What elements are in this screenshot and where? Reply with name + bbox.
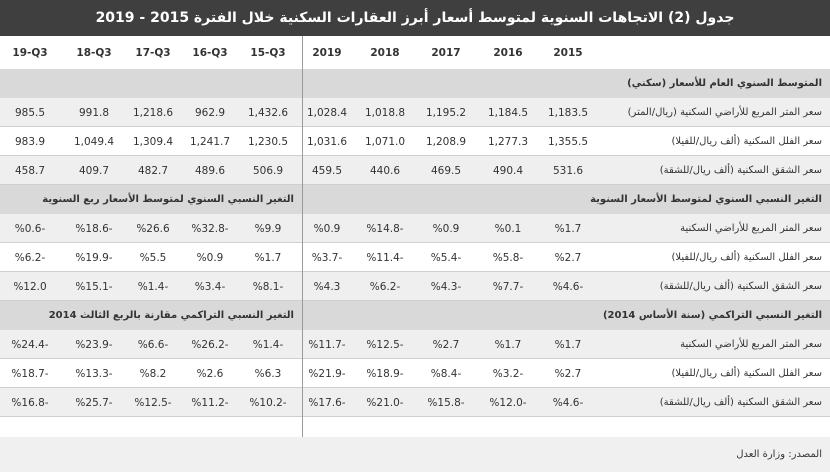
year-header: 2019	[312, 46, 342, 59]
quarter-value: 983.9	[14, 135, 46, 148]
table-row	[0, 330, 830, 359]
quarter-value: %2.6	[196, 367, 224, 380]
year-value: %18.9-	[366, 367, 404, 380]
quarter-value: %1.4-	[252, 338, 284, 351]
quarter-value: %1.7	[254, 251, 282, 264]
quarter-value: %32.8-	[191, 222, 229, 235]
quarter-header: 16-Q3	[192, 46, 228, 59]
year-value: %7.7-	[492, 280, 524, 293]
quarter-value: 1,049.4	[73, 135, 115, 148]
column-header-row	[0, 36, 830, 69]
quarter-value: %24.4-	[11, 338, 49, 351]
year-value: %2.7	[554, 367, 582, 380]
quarter-value: %6.6-	[137, 338, 169, 351]
year-value: %12.0-	[489, 396, 527, 409]
quarter-value: 1,309.4	[132, 135, 174, 148]
quarter-value: 489.6	[194, 164, 226, 177]
table-row	[0, 359, 830, 388]
year-value: 1,028.4	[306, 106, 348, 119]
row-label: سعر المتر المربع للأراضي السكنية	[680, 339, 822, 350]
quarter-value: %18.7-	[11, 367, 49, 380]
quarter-value: %12.0	[13, 280, 47, 293]
row-label: سعر المتر المربع للأراضي السكنية (ريال/المتر)	[627, 107, 822, 118]
year-value: 1,031.6	[306, 135, 348, 148]
year-value: %11.4-	[366, 251, 404, 264]
quarter-value: %11.2-	[191, 396, 229, 409]
quarter-value: %26.6	[136, 222, 170, 235]
year-value: %17.6-	[308, 396, 346, 409]
section-title-annual: التغير النسبي التراكمي (سنة الأساس 2014)	[602, 310, 822, 321]
year-value: 531.6	[552, 164, 584, 177]
year-header: 2018	[370, 46, 400, 59]
column-divider	[302, 36, 303, 437]
year-value: 1,018.8	[364, 106, 406, 119]
row-label: سعر الفلل السكنية (ألف ريال/للفيلا)	[671, 136, 822, 147]
year-header: 2015	[553, 46, 583, 59]
quarter-value: %15.1-	[75, 280, 113, 293]
quarter-value: %25.7-	[75, 396, 113, 409]
year-value: %1.7	[494, 338, 522, 351]
section-title-quarterly: التغير النسبي التراكمي مقارنة بالربع الثالث 2014	[48, 310, 294, 321]
year-header: 2016	[493, 46, 523, 59]
quarter-value: 962.9	[194, 106, 226, 119]
year-value: %4.3	[313, 280, 341, 293]
quarter-header: 18-Q3	[76, 46, 112, 59]
year-value: %15.8-	[427, 396, 465, 409]
row-label: سعر الشقق السكنية (ألف ريال/للشقة)	[659, 165, 822, 176]
year-value: %6.2-	[369, 280, 401, 293]
section-title-annual: التغير النسبي السنوي لمتوسط الأسعار السنوية	[590, 194, 822, 205]
year-value: %1.7	[554, 338, 582, 351]
year-value: %5.8-	[492, 251, 524, 264]
table-row	[0, 127, 830, 156]
quarter-value: %6.3	[254, 367, 282, 380]
quarter-value: %19.9-	[75, 251, 113, 264]
source-note: المصدر: وزارة العدل	[736, 449, 822, 460]
quarter-value: %8.2	[139, 367, 167, 380]
row-label: سعر المتر المربع للأراضي السكنية	[680, 223, 822, 234]
year-value: %11.7-	[308, 338, 346, 351]
row-label: سعر الشقق السكنية (ألف ريال/للشقة)	[659, 397, 822, 408]
section-header-row	[0, 185, 830, 214]
section-title-annual: المتوسط السنوي العام للأسعار (سكني)	[627, 78, 822, 89]
quarter-value: %10.2-	[249, 396, 287, 409]
year-value: %0.1	[494, 222, 522, 235]
quarter-value: 991.8	[78, 106, 110, 119]
table-row	[0, 388, 830, 417]
section-header-row	[0, 301, 830, 330]
year-value: %4.3-	[430, 280, 462, 293]
quarter-value: %0.9	[196, 251, 224, 264]
quarter-value: %1.4-	[137, 280, 169, 293]
year-value: 1,277.3	[487, 135, 529, 148]
table-title: جدول (2) الاتجاهات السنوية لمتوسط أسعار أبرز العقارات السكنية خلال الفترة 2015 - 2019	[0, 0, 830, 37]
year-value: %0.9	[432, 222, 460, 235]
year-value: 1,208.9	[425, 135, 467, 148]
quarter-value: 482.7	[137, 164, 169, 177]
year-value: %3.2-	[492, 367, 524, 380]
row-label: سعر الفلل السكنية (ألف ريال/للفيلا)	[671, 252, 822, 263]
year-value: %21.0-	[366, 396, 404, 409]
year-value: 440.6	[369, 164, 401, 177]
quarter-value: %3.4-	[194, 280, 226, 293]
quarter-value: 458.7	[14, 164, 46, 177]
table-row	[0, 243, 830, 272]
table-row	[0, 98, 830, 127]
quarter-header: 19-Q3	[12, 46, 48, 59]
quarter-value: %8.1-	[252, 280, 284, 293]
table-row	[0, 214, 830, 243]
year-value: %21.9-	[308, 367, 346, 380]
quarter-value: %26.2-	[191, 338, 229, 351]
year-value: %3.7-	[311, 251, 343, 264]
quarter-value: 1,241.7	[189, 135, 231, 148]
table-row	[0, 272, 830, 301]
year-value: %14.8-	[366, 222, 404, 235]
quarter-value: 1,230.5	[247, 135, 289, 148]
year-value: 469.5	[430, 164, 462, 177]
year-value: 1,183.5	[547, 106, 589, 119]
quarter-value: %5.5	[139, 251, 167, 264]
year-value: %8.4-	[430, 367, 462, 380]
quarter-value: 409.7	[78, 164, 110, 177]
section-header-row	[0, 69, 830, 98]
source-footer	[0, 437, 830, 472]
year-value: %1.7	[554, 222, 582, 235]
quarter-value: %13.3-	[75, 367, 113, 380]
year-value: 1,195.2	[425, 106, 467, 119]
year-header: 2017	[431, 46, 461, 59]
row-label: سعر الشقق السكنية (ألف ريال/للشقة)	[659, 281, 822, 292]
row-label: سعر الفلل السكنية (ألف ريال/للفيلا)	[671, 368, 822, 379]
table-row	[0, 156, 830, 185]
quarter-value: %9.9	[254, 222, 282, 235]
quarter-value: %23.9-	[75, 338, 113, 351]
year-value: %2.7	[554, 251, 582, 264]
year-value: %4.6-	[552, 396, 584, 409]
year-value: 1,355.5	[547, 135, 589, 148]
year-value: 459.5	[311, 164, 343, 177]
year-value: %12.5-	[366, 338, 404, 351]
quarter-value: %18.6-	[75, 222, 113, 235]
year-value: %5.4-	[430, 251, 462, 264]
quarter-header: 17-Q3	[135, 46, 171, 59]
quarter-value: 1,432.6	[247, 106, 289, 119]
section-title-quarterly: التغير النسبي السنوي لمتوسط الأسعار ربع السنوية	[42, 194, 294, 205]
quarter-value: 985.5	[14, 106, 46, 119]
quarter-value: %6.2-	[14, 251, 46, 264]
year-value: %2.7	[432, 338, 460, 351]
year-value: 1,071.0	[364, 135, 406, 148]
year-value: 490.4	[492, 164, 524, 177]
quarter-value: %16.8-	[11, 396, 49, 409]
quarter-value: %0.6-	[14, 222, 46, 235]
year-value: %0.9	[313, 222, 341, 235]
quarter-header: 15-Q3	[250, 46, 286, 59]
row-rule	[0, 416, 830, 417]
year-value: 1,184.5	[487, 106, 529, 119]
year-value: %4.6-	[552, 280, 584, 293]
quarter-value: 1,218.6	[132, 106, 174, 119]
quarter-value: 506.9	[252, 164, 284, 177]
quarter-value: %12.5-	[134, 396, 172, 409]
